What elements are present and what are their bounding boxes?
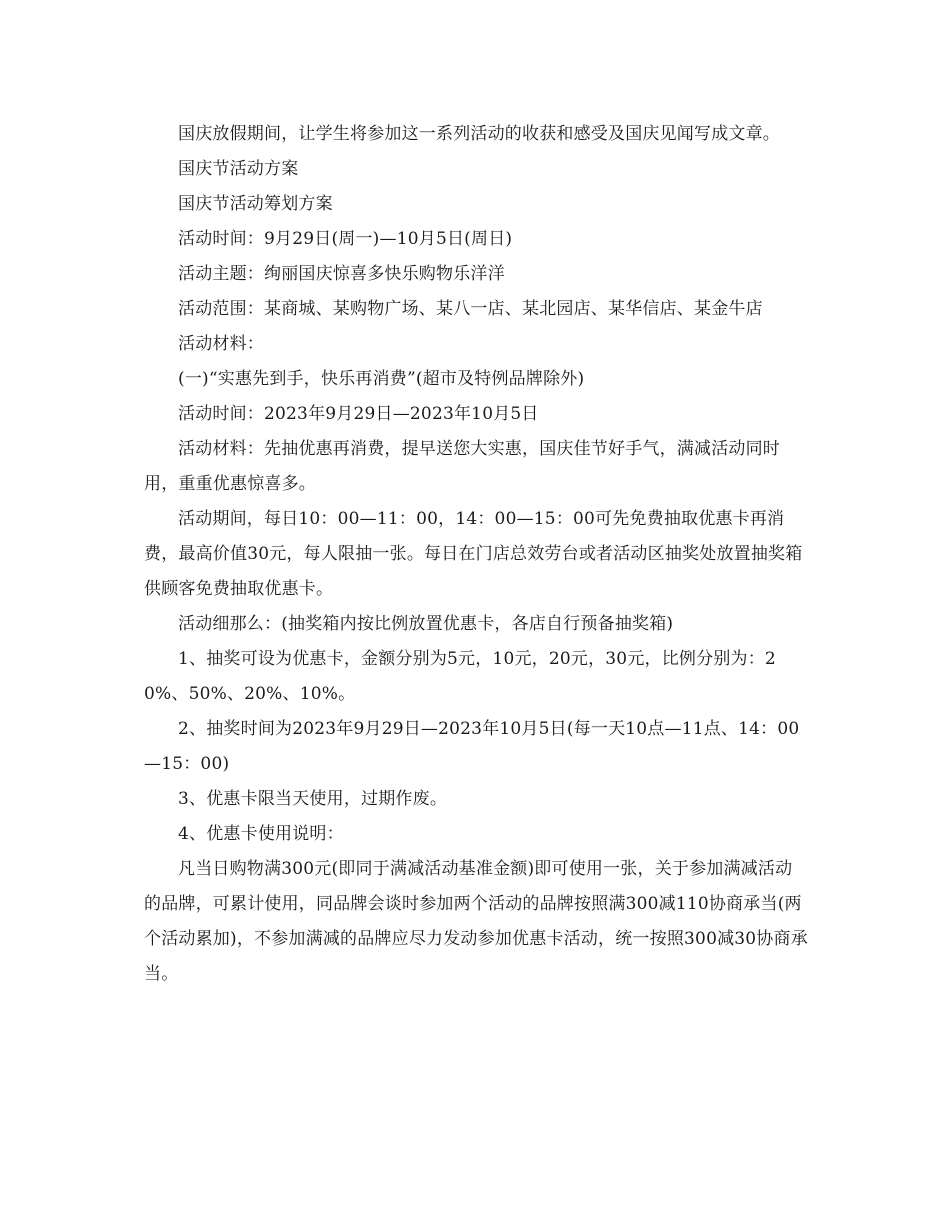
paragraph: 3、优惠卡限当天使用，过期作废。 xyxy=(178,789,448,809)
paragraph: 活动时间：2023年9月29日—2023年10月5日 xyxy=(178,404,539,424)
paragraph: 国庆节活动筹划方案 xyxy=(178,194,333,214)
paragraph: 活动细那么：(抽奖箱内按比例放置优惠卡，各店自行预备抽奖箱) xyxy=(178,614,674,634)
paragraph: 国庆节活动方案 xyxy=(178,159,299,179)
paragraph: 活动期间，每日10：00—11：00，14：00—15：00可先免费抽取优惠卡再消费，最高价值30元，每人限抽一张。每日在门店总效劳台或者活动区抽奖处放置抽奖箱供顾客免费抽取优惠卡。 xyxy=(144,509,803,599)
paragraph: 活动主题：绚丽国庆惊喜多快乐购物乐洋洋 xyxy=(178,264,505,284)
paragraph: 活动时间：9月29日(周一)—10月5日(周日) xyxy=(178,229,513,249)
paragraph: 4、优惠卡使用说明： xyxy=(178,824,344,844)
document-body xyxy=(144,117,808,992)
paragraph: 活动范围：某商城、某购物广场、某八一店、某北园店、某华信店、某金牛店 xyxy=(178,299,763,319)
paragraph: 活动材料：先抽优惠再消费，提早送您大实惠，国庆佳节好手气，满减活动同时用，重重优惠惊喜多。 xyxy=(144,439,780,494)
paragraph: 活动材料： xyxy=(178,334,264,354)
paragraph: 1、抽奖可设为优惠卡，金额分别为5元，10元，20元，30元，比例分别为：20%、50%、20%、10%。 xyxy=(144,649,776,704)
paragraph: 凡当日购物满300元(即同于满减活动基准金额)即可使用一张，关于参加满减活动的品牌，可累计使用，同品牌会谈时参加两个活动的品牌按照满300减110协商承当(两个活动累加)，不参加满减的品牌应尽力发动参加优惠卡活动，统一按照300减30协商承当。 xyxy=(144,859,808,984)
paragraph: 2、抽奖时间为2023年9月29日—2023年10月5日(每一天10点—11点、14：00—15：00) xyxy=(144,719,800,774)
paragraph: (一)“实惠先到手，快乐再消费”(超市及特例品牌除外) xyxy=(178,369,585,389)
paragraph: 国庆放假期间，让学生将参加这一系列活动的收获和感受及国庆见闻写成文章。 xyxy=(178,124,780,144)
